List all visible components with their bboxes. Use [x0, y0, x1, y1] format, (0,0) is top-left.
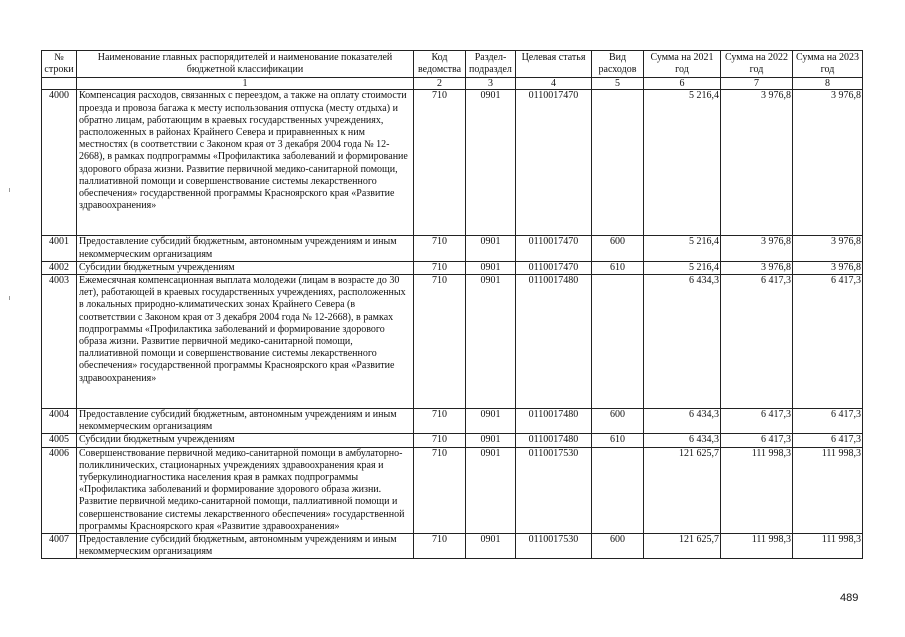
column-number: 1	[77, 78, 414, 90]
row-name: Предоставление субсидий бюджетным, автономным учреждениям и иным некоммерческим организациям	[77, 534, 414, 559]
column-number: 2	[414, 78, 466, 90]
column-number: 8	[793, 78, 863, 90]
column-number: 5	[592, 78, 644, 90]
table-row	[42, 447, 863, 533]
row-sum-2021: 5 216,4	[644, 261, 721, 274]
row-target-item: 0110017470	[516, 261, 592, 274]
row-section: 0901	[466, 447, 516, 533]
scan-edge-mark	[9, 296, 10, 300]
header-dept-code: Код ведомства	[414, 51, 466, 78]
header-line-number: № строки	[42, 51, 77, 78]
row-sum-2022: 6 417,3	[721, 434, 793, 447]
row-line-number: 4002	[42, 261, 77, 274]
row-line-number: 4004	[42, 409, 77, 434]
row-target-item: 0110017480	[516, 275, 592, 409]
row-sum-2023: 3 976,8	[793, 90, 863, 236]
header-section: Раздел-подраздел	[466, 51, 516, 78]
row-line-number: 4005	[42, 434, 77, 447]
row-name: Компенсация расходов, связанных с переездом, а также на оплату стоимости проезда и провоза багажа к месту использования отпуска (месту отдыха) и обратно лицам, работающим в краевых государственных учреждениях, расположенных в районах Крайнего Севера и приравненных к ним местностях (в соответствии с Законом края от 3 декабря 2004 года № 12-2668), в рамках подпрограммы «Профилактика заболеваний и формирование здорового образа жизни. Развитие первичной медико-санитарной помощи, паллиативной помощи и совершенствование системы лекарственного обеспечения» государственной программы Красноярского края «Развитие здравоохранения»	[77, 90, 414, 236]
row-sum-2021: 6 434,3	[644, 409, 721, 434]
column-number: 6	[644, 78, 721, 90]
row-expense-kind: 600	[592, 409, 644, 434]
row-dept-code: 710	[414, 275, 466, 409]
row-line-number: 4000	[42, 90, 77, 236]
row-name: Субсидии бюджетным учреждениям	[77, 261, 414, 274]
row-sum-2022: 3 976,8	[721, 261, 793, 274]
row-sum-2022: 111 998,3	[721, 447, 793, 533]
row-sum-2023: 3 976,8	[793, 236, 863, 261]
row-section: 0901	[466, 261, 516, 274]
row-target-item: 0110017480	[516, 434, 592, 447]
row-sum-2023: 3 976,8	[793, 261, 863, 274]
row-line-number: 4007	[42, 534, 77, 559]
row-dept-code: 710	[414, 261, 466, 274]
header-target-item: Целевая статья	[516, 51, 592, 78]
scan-edge-mark	[9, 188, 10, 192]
row-section: 0901	[466, 409, 516, 434]
header-sum-2023: Сумма на 2023 год	[793, 51, 863, 78]
table-row	[42, 275, 863, 409]
row-dept-code: 710	[414, 236, 466, 261]
column-number: 3	[466, 78, 516, 90]
header-name: Наименование главных распорядителей и наименование показателей бюджетной классификации	[77, 51, 414, 78]
row-name: Совершенствование первичной медико-санитарной помощи в амбулаторно-поликлинических, стационарных учреждениях здравоохранения края и туберкулинодиагностика населения края в рамках подпрограммы «Профилактика заболеваний и формирование здорового образа жизни. Развитие первичной медико-санитарной помощи, паллиативной помощи и совершенствование системы лекарственного обеспечения» государственной программы Красноярского края «Развитие здравоохранения»	[77, 447, 414, 533]
row-target-item: 0110017530	[516, 534, 592, 559]
row-line-number: 4001	[42, 236, 77, 261]
row-name: Субсидии бюджетным учреждениям	[77, 434, 414, 447]
row-expense-kind	[592, 447, 644, 533]
row-name: Ежемесячная компенсационная выплата молодежи (лицам в возрасте до 30 лет), работающей в краевых государственных учреждениях, расположенных в локальных природно-климатических зонах Крайнего Севера (в соответствии с Законом края от 3 декабря 2004 года № 12-2668), в рамках подпрограммы «Профилактика заболеваний и формирование здорового образа жизни. Развитие первичной медико-санитарной помощи, паллиативной помощи и совершенствование системы лекарственного обеспечения» государственной программы Красноярского края «Развитие здравоохранения»	[77, 275, 414, 409]
row-sum-2023: 6 417,3	[793, 409, 863, 434]
row-section: 0901	[466, 90, 516, 236]
row-sum-2023: 111 998,3	[793, 534, 863, 559]
row-dept-code: 710	[414, 409, 466, 434]
row-line-number: 4006	[42, 447, 77, 533]
row-target-item: 0110017470	[516, 90, 592, 236]
row-sum-2022: 6 417,3	[721, 409, 793, 434]
row-line-number: 4003	[42, 275, 77, 409]
row-target-item: 0110017530	[516, 447, 592, 533]
row-sum-2022: 6 417,3	[721, 275, 793, 409]
row-expense-kind: 610	[592, 261, 644, 274]
column-number	[42, 78, 77, 90]
row-dept-code: 710	[414, 90, 466, 236]
row-sum-2021: 6 434,3	[644, 434, 721, 447]
row-sum-2023: 111 998,3	[793, 447, 863, 533]
column-number: 7	[721, 78, 793, 90]
row-sum-2021: 5 216,4	[644, 236, 721, 261]
row-section: 0901	[466, 434, 516, 447]
page-number: 489	[840, 592, 859, 604]
column-number: 4	[516, 78, 592, 90]
row-sum-2021: 5 216,4	[644, 90, 721, 236]
header-expense-kind: Вид расходов	[592, 51, 644, 78]
row-dept-code: 710	[414, 534, 466, 559]
column-numbers-row	[42, 78, 863, 90]
table-row	[42, 409, 863, 434]
header-sum-2022: Сумма на 2022 год	[721, 51, 793, 78]
table-row	[42, 236, 863, 261]
row-sum-2022: 111 998,3	[721, 534, 793, 559]
header-sum-2021: Сумма на 2021 год	[644, 51, 721, 78]
row-dept-code: 710	[414, 434, 466, 447]
row-expense-kind: 600	[592, 534, 644, 559]
table-row	[42, 90, 863, 236]
budget-table	[41, 50, 863, 559]
row-sum-2021: 121 625,7	[644, 534, 721, 559]
table-row	[42, 434, 863, 447]
row-sum-2021: 6 434,3	[644, 275, 721, 409]
row-name: Предоставление субсидий бюджетным, автономным учреждениям и иным некоммерческим организациям	[77, 409, 414, 434]
table-row	[42, 534, 863, 559]
row-section: 0901	[466, 534, 516, 559]
row-section: 0901	[466, 275, 516, 409]
row-expense-kind: 600	[592, 236, 644, 261]
row-section: 0901	[466, 236, 516, 261]
row-target-item: 0110017480	[516, 409, 592, 434]
row-expense-kind: 610	[592, 434, 644, 447]
row-sum-2022: 3 976,8	[721, 90, 793, 236]
row-name: Предоставление субсидий бюджетным, автономным учреждениям и иным некоммерческим организациям	[77, 236, 414, 261]
row-expense-kind	[592, 90, 644, 236]
header-row	[42, 51, 863, 78]
row-sum-2022: 3 976,8	[721, 236, 793, 261]
row-expense-kind	[592, 275, 644, 409]
row-sum-2023: 6 417,3	[793, 275, 863, 409]
row-dept-code: 710	[414, 447, 466, 533]
row-target-item: 0110017470	[516, 236, 592, 261]
row-sum-2023: 6 417,3	[793, 434, 863, 447]
table-row	[42, 261, 863, 274]
row-sum-2021: 121 625,7	[644, 447, 721, 533]
